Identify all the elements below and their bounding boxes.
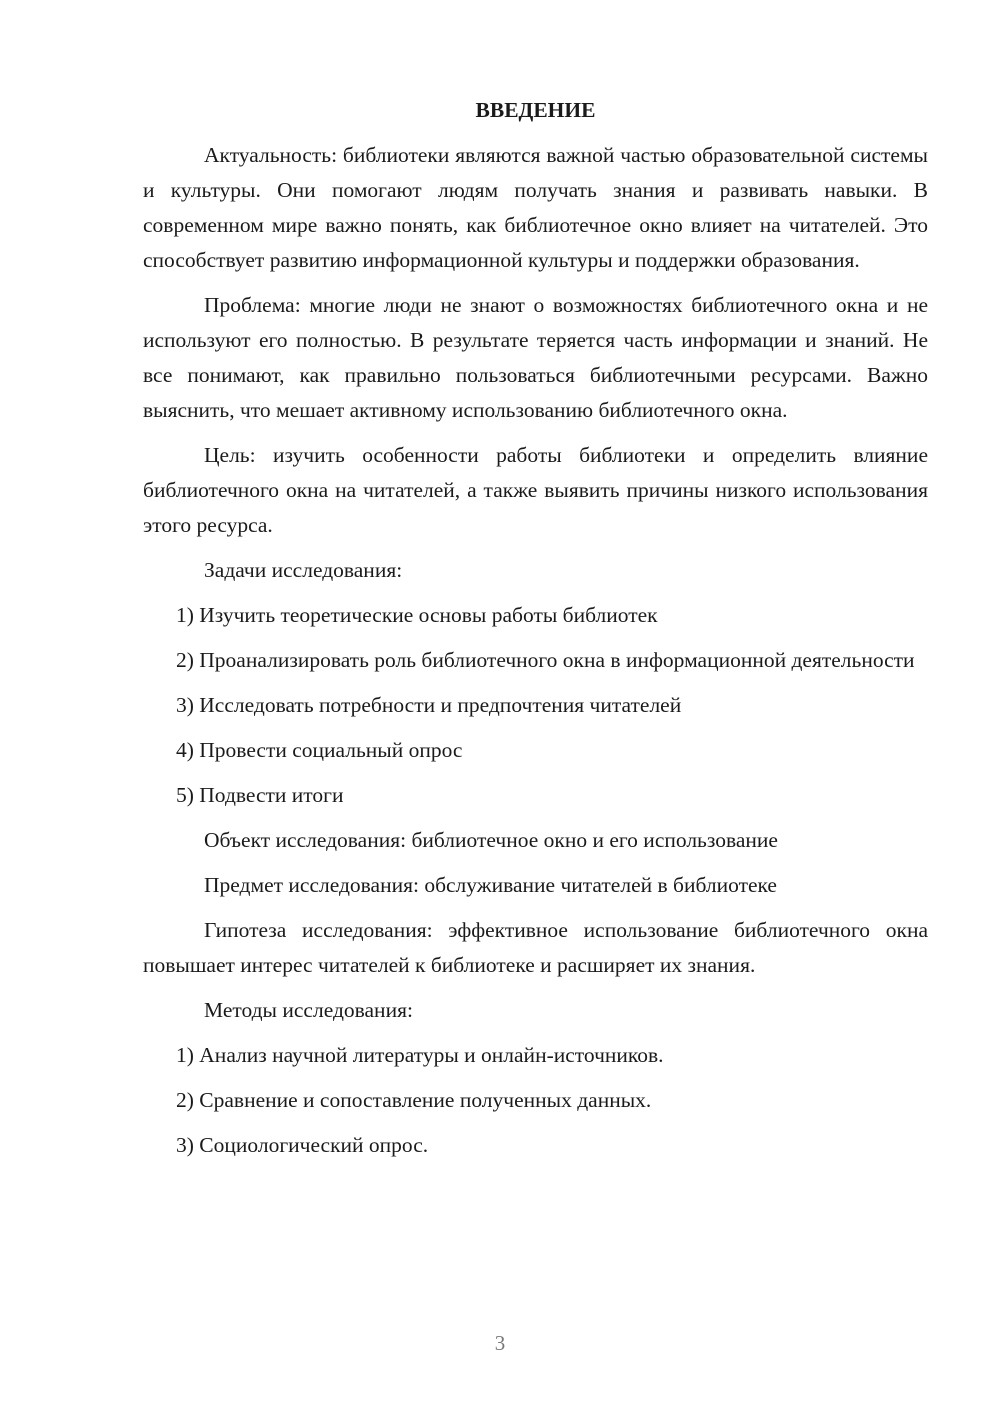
research-subject: Предмет исследования: обслуживание читателей в библиотеке bbox=[204, 873, 777, 897]
tasks-heading: Задачи исследования: bbox=[204, 558, 403, 582]
task-item: 5) Подвести итоги bbox=[176, 783, 344, 807]
paragraph-problem: Проблема: многие люди не знают о возможностях библиотечного окна и не используют его полностью. В результате теряется часть информации и знаний. Не все понимают, как правильно пользоваться библиотечными ресурсами. Важно выяснить, что мешает активному использованию библиотечного окна. bbox=[143, 293, 928, 422]
method-item: 1) Анализ научной литературы и онлайн-источников. bbox=[176, 1043, 664, 1067]
research-hypothesis: Гипотеза исследования: эффективное использование библиотечного окна повышает интерес читателей к библиотеке и расширяет их знания. bbox=[143, 918, 928, 977]
task-item: 2) Проанализировать роль библиотечного окна в информационной деятельности bbox=[176, 648, 915, 672]
task-item: 3) Исследовать потребности и предпочтения читателей bbox=[176, 693, 682, 717]
methods-heading: Методы исследования: bbox=[204, 998, 413, 1022]
method-item: 2) Сравнение и сопоставление полученных данных. bbox=[176, 1088, 652, 1112]
document-page bbox=[143, 93, 928, 1173]
section-title: ВВЕДЕНИЕ bbox=[475, 98, 596, 122]
method-item: 3) Социологический опрос. bbox=[176, 1133, 429, 1157]
paragraph-relevance: Актуальность: библиотеки являются важной частью образовательной системы и культуры. Они помогают людям получать знания и развивать навыки. В современном мире важно понять, как библиотечное окно влияет на читателей. Это способствует развитию информационной культуры и поддержки образования. bbox=[143, 143, 928, 272]
task-item: 1) Изучить теоретические основы работы библиотек bbox=[176, 603, 658, 627]
research-object: Объект исследования: библиотечное окно и его использование bbox=[204, 828, 778, 852]
paragraph-goal: Цель: изучить особенности работы библиотеки и определить влияние библиотечного окна на читателей, а также выявить причины низкого использования этого ресурса. bbox=[143, 443, 928, 537]
task-item: 4) Провести социальный опрос bbox=[176, 738, 463, 762]
page-number: 3 bbox=[494, 1331, 506, 1355]
